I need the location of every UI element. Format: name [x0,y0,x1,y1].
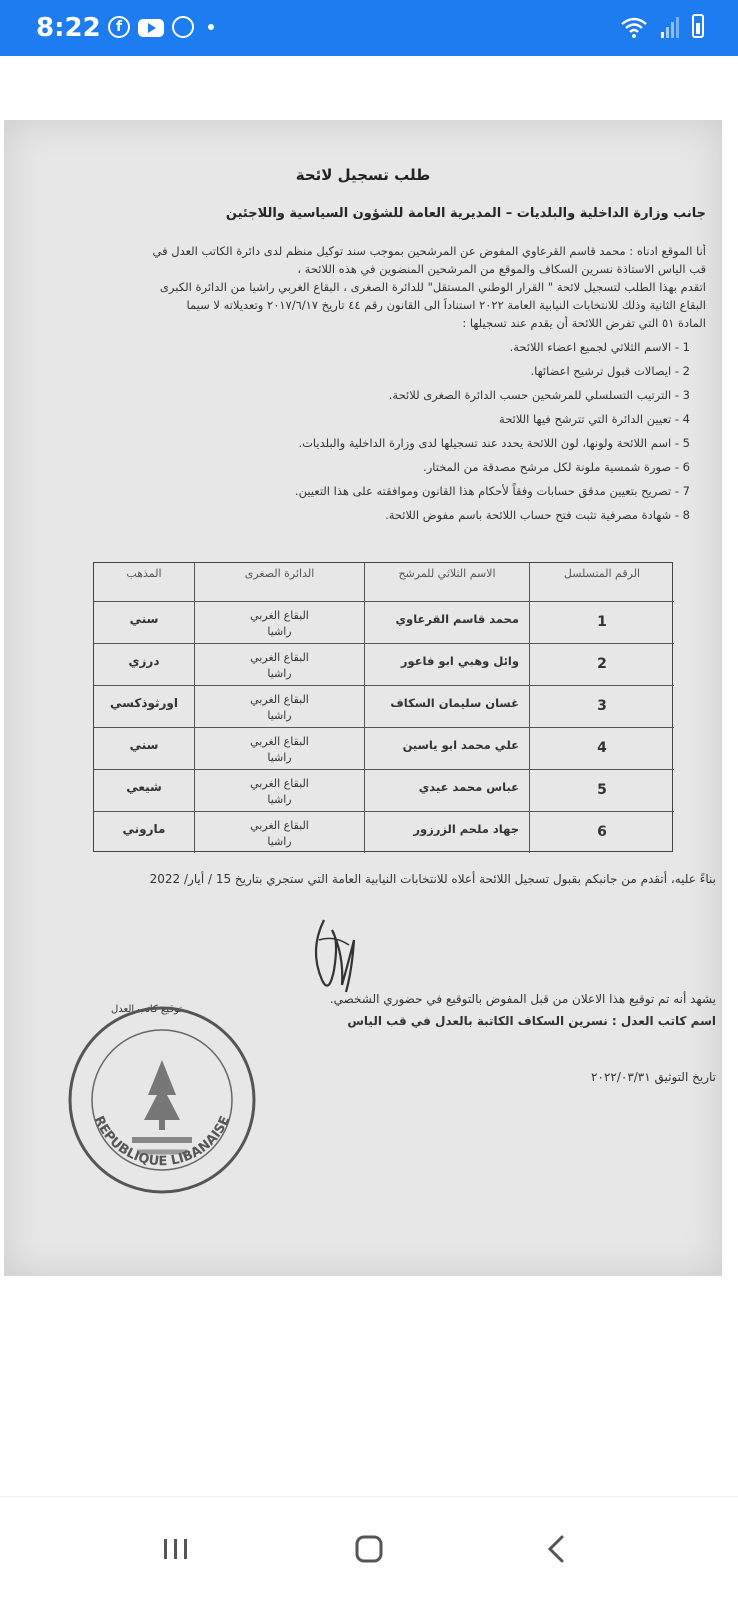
cell-sect: سني [94,601,194,643]
notary-line: اسم كاتب العدل : نسرين السكاف الكاتبة بالعدل في قب الياس [347,1014,716,1028]
cell-district [194,643,364,685]
facebook-icon: f [108,16,130,38]
notary-stamp-icon [62,1000,262,1200]
district-line: راشيا [267,751,292,764]
body-line: اتقدم بهذا الطلب لتسجيل لائحة " القرار الوطني المستقل" للدائرة الصغرى ، البقاع الغربي راشيا من الدائرة الكبرى [159,280,706,294]
header-serial: الرقم المتسلسل [529,563,674,601]
wifi-icon [620,16,648,38]
document-title: طلب تسجيل لائحة [295,166,431,184]
requirement-item: 3 - الترتيب التسلسلي للمرشحين حسب الدائرة الصغرى للائحة. [388,388,690,402]
cell-serial: 1 [529,601,674,643]
cell-sect: درزي [94,643,194,685]
body-line: قب الياس الاستاذة نسرين السكاف والموقع من المرشحين المنضوين في هذه اللائحة ، [297,262,706,276]
cell-name: علي محمد ابو ياسين [364,727,529,769]
district-line: البقاع الغربي [250,819,309,832]
status-time: 8:22 [36,13,101,43]
cell-serial: 2 [529,643,674,685]
district-line: البقاع الغربي [250,693,309,706]
requirement-item: 7 - تصريح بتعيين مدقق حسابات وفقاً لأحكام هذا القانون وموافقته على هذا التعيين. [294,484,690,498]
sync-icon [172,16,194,38]
district-line: راشيا [267,625,292,638]
cell-district [194,601,364,643]
header-district: الدائرة الصغرى [194,563,364,601]
youtube-icon [138,19,164,37]
closing-statement: بناءً عليه، أتقدم من جانبكم بقبول تسجيل اللائحة أعلاه للانتخابات النيابية العامة التي ستجري بتاريخ 15 / أيار/ 2022 [149,872,716,886]
header-sect: المذهب [126,567,162,580]
document-addressee: جانب وزارة الداخلية والبلديات – المديرية العامة للشؤون السياسية واللاجئين [225,206,706,221]
district-line: البقاع الغربي [250,777,309,790]
district-line: البقاع الغربي [250,651,309,664]
status-bar [0,0,738,56]
cell-district [194,811,364,853]
district-line: البقاع الغربي [250,735,309,748]
cell-name: عباس محمد عيدي [364,769,529,811]
signal-icon [660,16,680,38]
cell-sect: شيعي [94,769,194,811]
signature-icon [304,910,364,1000]
stamp-text: REPUBLIQUE LIBANAISE [90,1113,234,1170]
district-line: راشيا [267,667,292,680]
cell-name: غسان سليمان السكاف [364,685,529,727]
body-line: المادة ٥١ التي تفرض اللائحة أن يقدم عند تسجيلها : [462,316,706,330]
cell-serial: 3 [529,685,674,727]
header-name: الاسم الثلاثي للمرشح [364,563,529,601]
dot-icon [208,24,214,30]
cell-district [194,685,364,727]
document-photo [4,120,722,1276]
cell-sect: سني [94,727,194,769]
requirement-item: 2 - ايصالات قبول ترشيح اعضائها. [530,364,690,378]
cell-sect: اورثوذكسي [94,685,194,727]
home-icon[interactable] [345,1525,393,1573]
back-icon[interactable] [534,1525,582,1573]
cell-serial: 4 [529,727,674,769]
certification-date: تاريخ التوثيق ٢٠٢٢/٠٣/٣١ [591,1070,716,1084]
body-line: البقاع الثانية وذلك للانتخابات النيابية العامة ٢٠٢٢ استناداً الى القانون رقم ٤٤ تاريخ ٢٠١٧/٦/١٧ وتعديلاته لا سيما [186,298,706,312]
body-line: أنا الموقع ادناه : محمد قاسم القرعاوي المفوض عن المرشحين بموجب سند توكيل منظم لدى دائرة الكاتب العدل في [152,244,706,258]
requirement-item: 5 - اسم اللائحة ولونها، لون اللائحة يحدد عند تسجيلها لدى وزارة الداخلية والبلديات. [298,436,690,450]
battery-icon [692,14,704,38]
cell-district [194,727,364,769]
cell-name: محمد قاسم القرعاوي [364,601,529,643]
notification-icons [108,16,214,38]
district-line: راشيا [267,835,292,848]
requirement-item: 8 - شهادة مصرفية تثبت فتح حساب اللائحة باسم مفوض اللائحة. [385,508,690,522]
district-line: البقاع الغربي [250,609,309,622]
cell-district [194,769,364,811]
cell-name: وائل وهبي ابو فاعور [364,643,529,685]
system-icons [620,14,704,38]
notary-line: يشهد أنه تم توقيع هذا الاعلان من قبل المفوض بالتوقيع في حضوري الشخصي. [329,992,716,1006]
navigation-bar [0,1496,738,1601]
cell-serial: 5 [529,769,674,811]
district-line: راشيا [267,709,292,722]
cell-name: جهاد ملحم الزرزور [364,811,529,853]
recents-icon[interactable] [152,1525,200,1573]
requirement-item: 1 - الاسم الثلاثي لجميع اعضاء اللائحة. [509,340,690,354]
candidates-table [93,562,673,852]
requirement-item: 4 - تعيين الدائرة التي تترشح فيها اللائحة [499,412,690,426]
cell-sect: ماروني [94,811,194,853]
notary-signature-label: توقيع كاتب العدل [110,1004,182,1015]
cell-serial: 6 [529,811,674,853]
requirement-item: 6 - صورة شمسية ملونة لكل مرشح مصدقة من المختار. [423,460,690,474]
district-line: راشيا [267,793,292,806]
